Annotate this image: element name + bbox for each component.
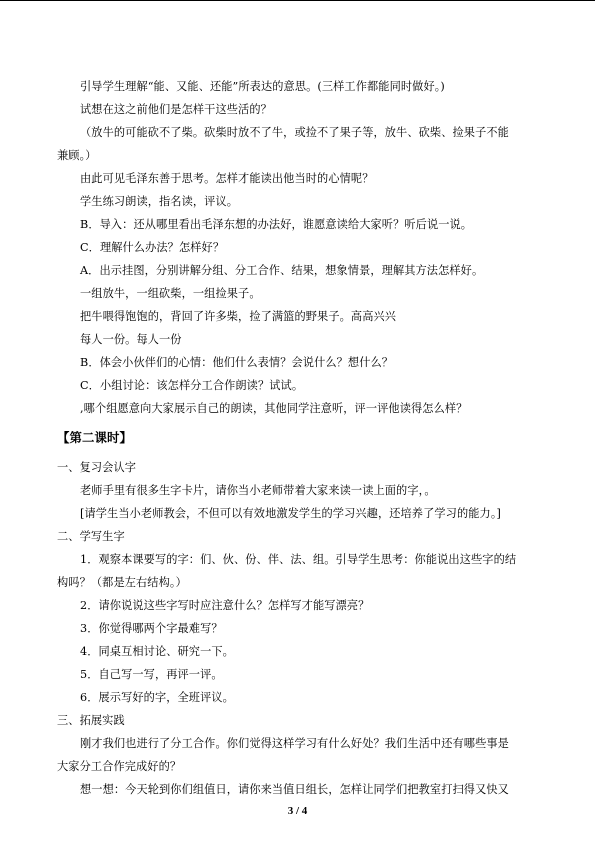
- text-line: 每人一份。每人一份: [80, 333, 182, 346]
- text-line: 刚才我们也进行了分工合作。你们觉得这样学习有什么好处？我们生活中还有哪些事是: [80, 737, 509, 750]
- text-line: B．导入：还从哪里看出毛泽东想的办法好，谁愿意读给大家听？听后说一说。: [80, 218, 473, 231]
- text-line: （放牛的可能砍不了柴。砍柴时放不了牛，或捡不了果子等，放牛、砍柴、捡果子不能: [80, 126, 509, 139]
- text-line: 一、复习会认字: [57, 461, 137, 474]
- page-number: 3 / 4: [287, 805, 308, 817]
- text-line: 由此可见毛泽东善于思考。怎样才能读出他当时的心情呢？: [80, 172, 374, 185]
- text-line: 构吗？（都是左右结构。）: [57, 576, 187, 589]
- text-line: 引导学生理解“能、又能、还能”所表达的意思。(三样工作都能同时做好。): [80, 80, 445, 93]
- text-line: 二、学写生字: [57, 530, 125, 543]
- text-line: 6．展示写好的字，全班评议。: [80, 691, 234, 704]
- text-line: 5．自己写一写，再评一评。: [80, 668, 223, 681]
- text-line: 老师手里有很多生字卡片，请你当小老师带着大家来读一读上面的字，。: [80, 484, 436, 497]
- text-line: 3．你觉得哪两个字最难写？: [80, 622, 223, 635]
- text-line: 兼顾。）: [57, 149, 97, 162]
- text-line: A．出示挂图，分别讲解分组、分工合作、结果，想象情景，理解其方法怎样好。: [80, 264, 484, 277]
- text-line: 1．观察本课要写的字：们、伙、份、伴、法、组。引导学生思考：你能说出这些字的结: [80, 553, 517, 566]
- text-line: C．小组讨论：该怎样分工合作朗读？试试。: [80, 379, 304, 392]
- text-line: 试想在这之前他们是怎样干这些活的？: [80, 103, 272, 116]
- text-line: ,哪个组愿意向大家展示自己的朗读，其他同学注意听，评一评他读得怎么样？: [80, 402, 468, 415]
- text-line: 把牛喂得饱饱的，背回了许多柴，捡了满篮的野果子。高高兴兴: [80, 310, 397, 323]
- text-line: B．体会小伙伴们的心情：他们什么表情？会说什么？想什么？: [80, 356, 394, 369]
- text-line: 三、拓展实践: [57, 714, 125, 727]
- text-line: 2．请你说说这些字写时应注意什么？怎样写才能写漂亮？: [80, 599, 370, 612]
- text-line: 大家分工合作完成好的？: [57, 760, 182, 773]
- text-line: 4．同桌互相讨论、研究一下。: [80, 645, 234, 658]
- text-line: 想一想：今天轮到你们组值日，请你来当值日组长，怎样让同学们把教室打扫得又快又: [80, 783, 509, 796]
- text-line: 学生练习朗读，指名读，评议。: [80, 195, 239, 208]
- text-line: [请学生当小老师教会，不但可以有效地激发学生的学习兴趣，还培养了学习的能力。]: [80, 507, 501, 520]
- section-heading: 【第二课时】: [57, 430, 132, 445]
- text-line: C．理解什么办法？怎样好？: [80, 241, 225, 254]
- text-line: 一组放牛，一组砍柴，一组捡果子。: [80, 287, 261, 300]
- top-rule: [0, 0, 595, 1]
